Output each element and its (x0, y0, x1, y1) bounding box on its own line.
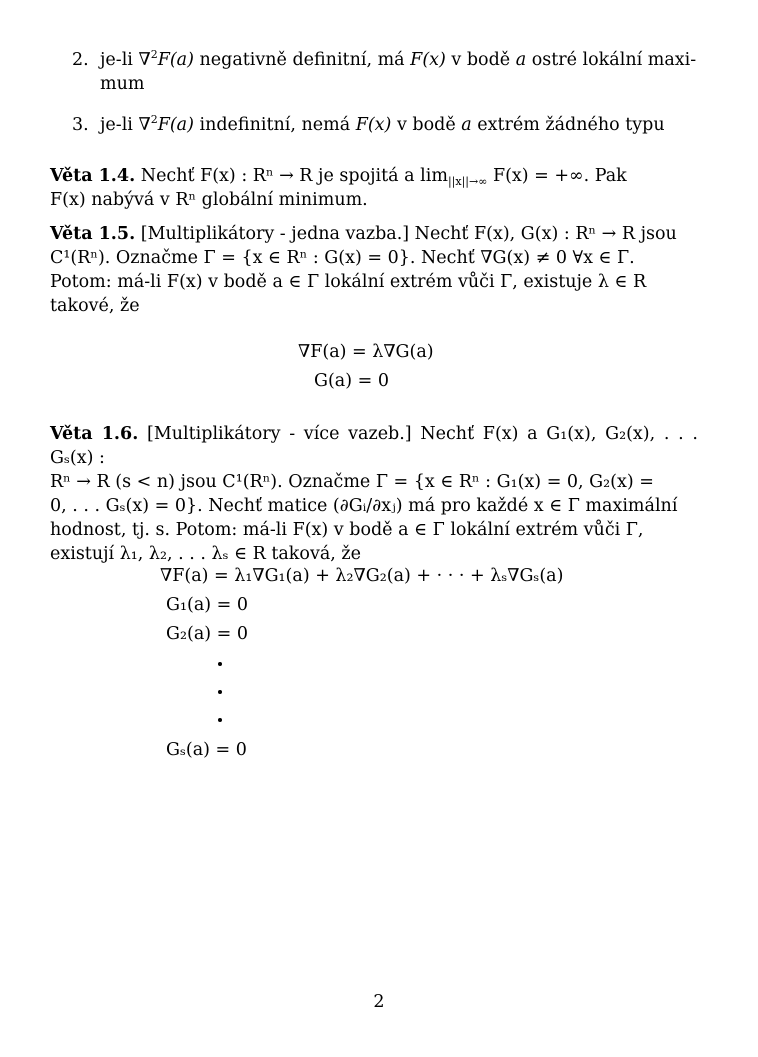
list-item-number: 2. (72, 50, 89, 70)
theorem-label: Věta 1.4. (50, 166, 136, 186)
list-item-text: je-li ∇$^2$F(a) negativně definitní, má F(x) v bodě a ostré lokální maxi- mum (100, 48, 697, 94)
theorem-1-4: Věta 1.4. Nechť F(x) : Rⁿ → R je spojitá a $\lim_{||x||\to\infty} F(x)$ = +∞. Pak F(x) nabývá v Rⁿ globální minimum. (50, 166, 627, 210)
theorem-1-6: Věta 1.6. [Multiplikátory - více vazeb.] Nechť F(x) a G₁(x), G₂(x), . . . Gₛ(x) : Rⁿ → R (s < n) jsou C¹(Rⁿ). Označme Γ = {x ∈ Rⁿ : G₁(x) = 0, G₂(x) = 0, . . . Gₛ(x) = 0}. Nechť matice (∂Gᵢ/∂xⱼ) má pro každé x ∈ Γ maximální hodnost, tj. s. Potom: má-li F(x) v bodě a ∈ Γ lokální extrém vůči Γ, existují λ₁, λ₂, . . . λₛ ∈ R taková, že (50, 424, 698, 564)
equation-constraint-s: Gₛ(a) = 0 (166, 740, 247, 760)
vertical-ellipsis-dot (218, 690, 222, 694)
page-number: 2 (373, 992, 385, 1012)
list-item-number: 3. (72, 115, 89, 135)
equation-lagrange-multi: ∇F(a) = λ₁∇G₁(a) + λ₂∇G₂(a) + · · · + λₛ∇Gₛ(a) (160, 566, 564, 586)
list-item-text: je-li ∇$^2$F(a) indefinitní, nemá F(x) v bodě a extrém žádného typu (100, 113, 665, 135)
equation-constraint-1: G₁(a) = 0 (166, 595, 249, 615)
equation-constraint-2: G₂(a) = 0 (166, 624, 249, 644)
theorem-label: Věta 1.5. (50, 224, 136, 244)
list-item-3 (72, 113, 698, 137)
equation-constraint-single: G(a) = 0 (314, 371, 389, 391)
theorem-label: Věta 1.6. (50, 424, 139, 444)
list-item-2 (72, 48, 698, 96)
vertical-ellipsis-dot (218, 718, 222, 722)
equation-lagrange-single: ∇F(a) = λ∇G(a) (298, 342, 434, 362)
theorem-1-5: Věta 1.5. [Multiplikátory - jedna vazba.] Nechť F(x), G(x) : Rⁿ → R jsou C¹(Rⁿ). Označme Γ = {x ∈ Rⁿ : G(x) = 0}. Nechť ∇G(x) ≠ 0 ∀x ∈ Γ. Potom: má-li F(x) v bodě a ∈ Γ lokální extrém vůči Γ, existuje λ ∈ R takové, že (50, 224, 677, 316)
vertical-ellipsis-dot (218, 662, 222, 666)
